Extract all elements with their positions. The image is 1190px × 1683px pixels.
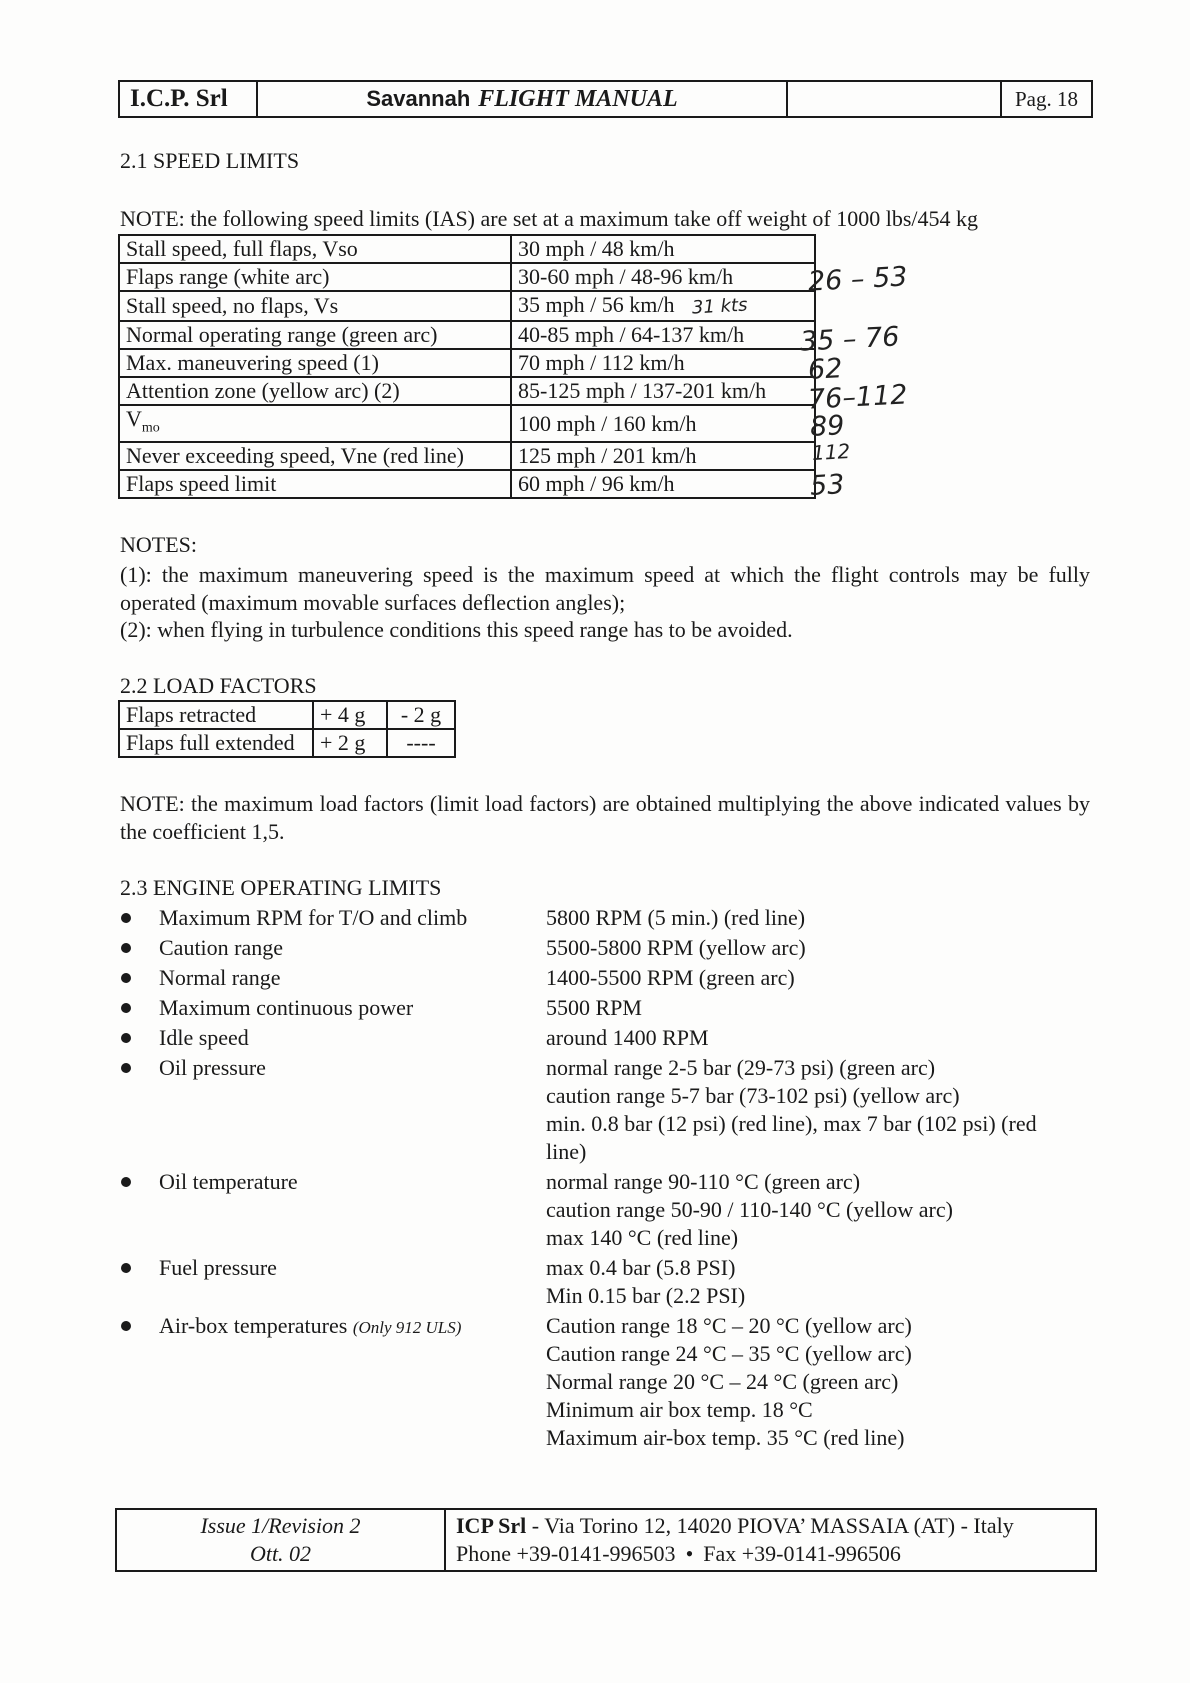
engine-item-value: 1400-5500 RPM (green arc) [546, 965, 795, 990]
handwritten-note: 26 – 53 [807, 261, 909, 298]
engine-item-value: max 140 °C (red line) [546, 1225, 739, 1250]
header-manual: FLIGHT MANUAL [478, 85, 678, 112]
engine-item-label: Normal range [159, 965, 281, 990]
table-row [119, 263, 815, 291]
engine-item-label: Oil pressure [159, 1055, 266, 1080]
engine-item-value: 5800 RPM (5 min.) (red line) [546, 905, 806, 930]
engine-item-value: around 1400 RPM [546, 1025, 709, 1050]
row-value: 40-85 mph / 64-137 km/h [511, 321, 815, 349]
handwritten-note: 89 [809, 410, 846, 443]
table-row [119, 442, 815, 470]
speed-limits-heading: 2.1 SPEED LIMITS [120, 148, 300, 173]
notes-title: NOTES: [120, 532, 197, 557]
engine-item-value: line) [546, 1139, 587, 1164]
vmo-subscript: mo [141, 420, 160, 436]
row-label: Attention zone (yellow arc) (2) [119, 377, 511, 405]
bullet-icon [121, 1003, 131, 1013]
table-row [119, 470, 815, 498]
negative-g: - 2 g [387, 701, 455, 729]
engine-item-value: caution range 50-90 / 110-140 °C (yellow arc) [546, 1197, 953, 1222]
table-row [119, 377, 815, 405]
positive-g: + 2 g [313, 729, 387, 757]
engine-item-value: 5500 RPM [546, 995, 642, 1020]
handwritten-note: 35 – 76 [799, 321, 901, 358]
row-value: 30-60 mph / 48-96 km/h [511, 263, 815, 291]
load-factors-table [118, 700, 456, 758]
row-label [119, 405, 511, 442]
bullet-icon [121, 913, 131, 923]
engine-item-value: max 0.4 bar (5.8 PSI) [546, 1255, 736, 1280]
footer-company: ICP Srl [456, 1513, 527, 1538]
note-2: (2): when flying in turbulence conditions this speed range has to be avoided. [120, 617, 793, 642]
airbox-label-note: (Only 912 ULS) [352, 1318, 462, 1337]
row-label: Flaps full extended [119, 729, 313, 757]
row-value: 85-125 mph / 137-201 km/h [511, 377, 815, 405]
row-label: Flaps retracted [119, 701, 313, 729]
engine-item-label: Fuel pressure [159, 1255, 277, 1280]
header-brand: Savannah [366, 86, 471, 111]
footer-address-line [456, 1512, 1095, 1540]
bullet-icon [121, 943, 131, 953]
page-header [118, 80, 1093, 118]
engine-item-label: Oil temperature [159, 1169, 298, 1194]
footer-phone-line [456, 1540, 1095, 1568]
row-label: Normal operating range (green arc) [119, 321, 511, 349]
engine-item-value: Caution range 18 °C – 20 °C (yellow arc) [546, 1313, 912, 1338]
bullet-icon [121, 1263, 131, 1273]
engine-item-value: caution range 5-7 bar (73-102 psi) (yellow arc) [546, 1083, 960, 1108]
engine-item-value: normal range 2-5 bar (29-73 psi) (green arc) [546, 1055, 936, 1080]
bullet-icon [121, 1063, 131, 1073]
engine-item-value: Normal range 20 °C – 24 °C (green arc) [546, 1369, 899, 1394]
header-page-number: Pag. 18 [1015, 86, 1078, 111]
engine-item-label: Caution range [159, 935, 284, 960]
load-factors-note: NOTE: the maximum load factors (limit load factors) are obtained multiplying the above indicated values by the coefficient 1,5. [120, 791, 1090, 844]
load-factors-heading: 2.2 LOAD FACTORS [120, 673, 317, 698]
positive-g: + 4 g [313, 701, 387, 729]
handwritten-note: 62 [807, 353, 844, 386]
bullet-icon [121, 1177, 131, 1187]
page-footer [115, 1508, 1097, 1572]
row-value: 60 mph / 96 km/h [511, 470, 815, 498]
vmo-symbol: V [126, 406, 142, 431]
engine-item-label: Maximum continuous power [159, 995, 414, 1020]
engine-item-value: Min 0.15 bar (2.2 PSI) [546, 1283, 746, 1308]
handwritten-note: 76–112 [807, 379, 909, 416]
engine-item-value: Caution range 24 °C – 35 °C (yellow arc) [546, 1341, 912, 1366]
row-label: Stall speed, no flaps, Vs [119, 291, 511, 321]
footer-phone: Phone +39-0141-996503 [456, 1541, 676, 1566]
bullet-icon [121, 973, 131, 983]
header-company: I.C.P. Srl [120, 82, 258, 116]
table-row [119, 405, 815, 442]
footer-fax: Fax +39-0141-996506 [703, 1541, 901, 1566]
handwritten-inline-note: 31 kts [691, 294, 749, 319]
engine-item-value: Maximum air-box temp. 35 °C (red line) [546, 1425, 905, 1450]
table-row [119, 701, 455, 729]
engine-item-value: normal range 90-110 °C (green arc) [546, 1169, 861, 1194]
header-title [258, 82, 788, 116]
row-value: 125 mph / 201 km/h [511, 442, 815, 470]
table-row [119, 729, 455, 757]
row-value: 70 mph / 112 km/h [511, 349, 815, 377]
handwritten-note: 112 [811, 439, 851, 465]
row-label: Flaps speed limit [119, 470, 511, 498]
row-value: 100 mph / 160 km/h [511, 405, 815, 442]
speed-limits-note: NOTE: the following speed limits (IAS) are set at a maximum take off weight of 1000 lbs/454 kg [120, 206, 979, 231]
engine-item-label: Idle speed [159, 1025, 249, 1050]
row-label: Max. maneuvering speed (1) [119, 349, 511, 377]
bullet-icon [121, 1321, 131, 1331]
footer-contact-cell [446, 1510, 1095, 1570]
engine-limits-heading: 2.3 ENGINE OPERATING LIMITS [120, 875, 442, 900]
row-value: 30 mph / 48 km/h [511, 235, 815, 263]
speed-limits-table [118, 234, 816, 499]
row-label: Stall speed, full flaps, Vso [119, 235, 511, 263]
bullet-icon [121, 1033, 131, 1043]
engine-item-value: Minimum air box temp. 18 °C [546, 1397, 813, 1422]
engine-item-value: min. 0.8 bar (12 psi) (red line), max 7 bar (102 psi) (red [546, 1111, 1037, 1136]
footer-date: Ott. 02 [249, 1541, 312, 1566]
table-row [119, 349, 815, 377]
note-1: (1): the maximum maneuvering speed is the maximum speed at which the flight controls may be fully operated (maximum movable surfaces deflection angles); [120, 562, 1090, 615]
negative-g: ---- [387, 729, 455, 757]
footer-issue-cell [117, 1510, 446, 1570]
table-row [119, 291, 815, 321]
row-label: Flaps range (white arc) [119, 263, 511, 291]
handwritten-note: 53 [809, 469, 846, 502]
footer-address: - Via Torino 12, 14020 PIOVA’ MASSAIA (AT) - Italy [526, 1513, 1014, 1538]
table-row [119, 235, 815, 263]
header-blank-cell [788, 82, 1002, 116]
engine-item-label: Maximum RPM for T/O and climb [159, 905, 468, 930]
engine-item-label [159, 1313, 461, 1341]
airbox-label: Air-box temperatures [159, 1313, 348, 1338]
engine-item-value: 5500-5800 RPM (yellow arc) [546, 935, 806, 960]
row-value-text: 35 mph / 56 km/h [518, 292, 675, 317]
row-value [511, 291, 815, 321]
footer-issue: Issue 1/Revision 2 [200, 1513, 361, 1538]
separator-dot-icon: • [685, 1541, 694, 1566]
row-label: Never exceeding speed, Vne (red line) [119, 442, 511, 470]
table-row [119, 321, 815, 349]
